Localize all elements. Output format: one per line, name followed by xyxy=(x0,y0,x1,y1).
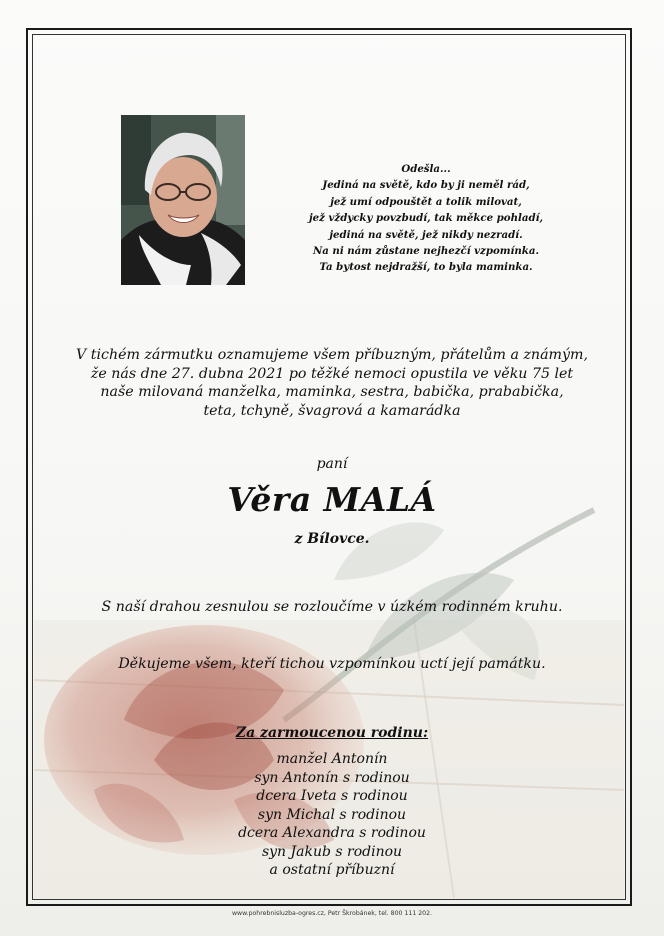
portrait-photo xyxy=(121,115,245,285)
poem-line: jediná na světě, jež nikdy nezradí. xyxy=(329,228,523,241)
portrait-icon xyxy=(121,115,245,285)
announcement-line: že nás dne 27. dubna 2021 po těžké nemoci opustila ve věku 75 let xyxy=(90,365,574,382)
poem-line: jež umí odpouštět a tolik milovat, xyxy=(330,195,522,208)
family-member: dcera Alexandra s rodinou xyxy=(238,825,426,841)
family-member: manžel Antonín xyxy=(276,751,388,767)
family-member: syn Antonín s rodinou xyxy=(254,769,410,786)
poem-line: Jediná na světě, kdo by ji neměl rád, xyxy=(322,179,530,192)
thanks-text: Děkujeme všem, kteří tichou vzpomínkou uctí její památku. xyxy=(118,656,546,672)
poem-line: Ta bytost nejdražší, to byla maminka. xyxy=(319,261,533,274)
family-list xyxy=(0,750,664,880)
family-heading: Za zarmoucenou rodinu: xyxy=(235,725,429,741)
announcement-line: naše milovaná manželka, maminka, sestra, babička, prababička, xyxy=(100,384,564,400)
deceased-title: paní xyxy=(316,456,348,472)
poem-line: Odešla... xyxy=(401,163,451,175)
family-member: syn Jakub s rodinou xyxy=(261,843,403,860)
family-member: a ostatní příbuzní xyxy=(269,862,395,878)
announcement-line: teta, tchyně, švagrová a kamarádka xyxy=(203,402,461,419)
announcement-line: V tichém zármutku oznamujeme všem příbuzným, přátelům a známým, xyxy=(76,347,588,363)
family-member: syn Michal s rodinou xyxy=(257,806,407,823)
farewell-text: S naší drahou zesnulou se rozloučíme v úzkém rodinném kruhu. xyxy=(101,599,563,615)
announcement-text xyxy=(70,346,594,420)
deceased-name: Věra MALÁ xyxy=(227,480,437,519)
poem-line: Na ni nám zůstane nejhezčí vzpomínka. xyxy=(312,245,540,258)
poem-line: jež vždycky povzbudí, tak měkce pohladí, xyxy=(308,212,543,225)
poem-block xyxy=(296,161,556,276)
footer-credit: www.pohrebnisluzba-ogres.cz, Petr Škrobánek, tel. 800 111 202. xyxy=(231,910,433,917)
family-member: dcera Iveta s rodinou xyxy=(256,788,408,804)
deceased-origin: z Bílovce. xyxy=(294,531,370,547)
